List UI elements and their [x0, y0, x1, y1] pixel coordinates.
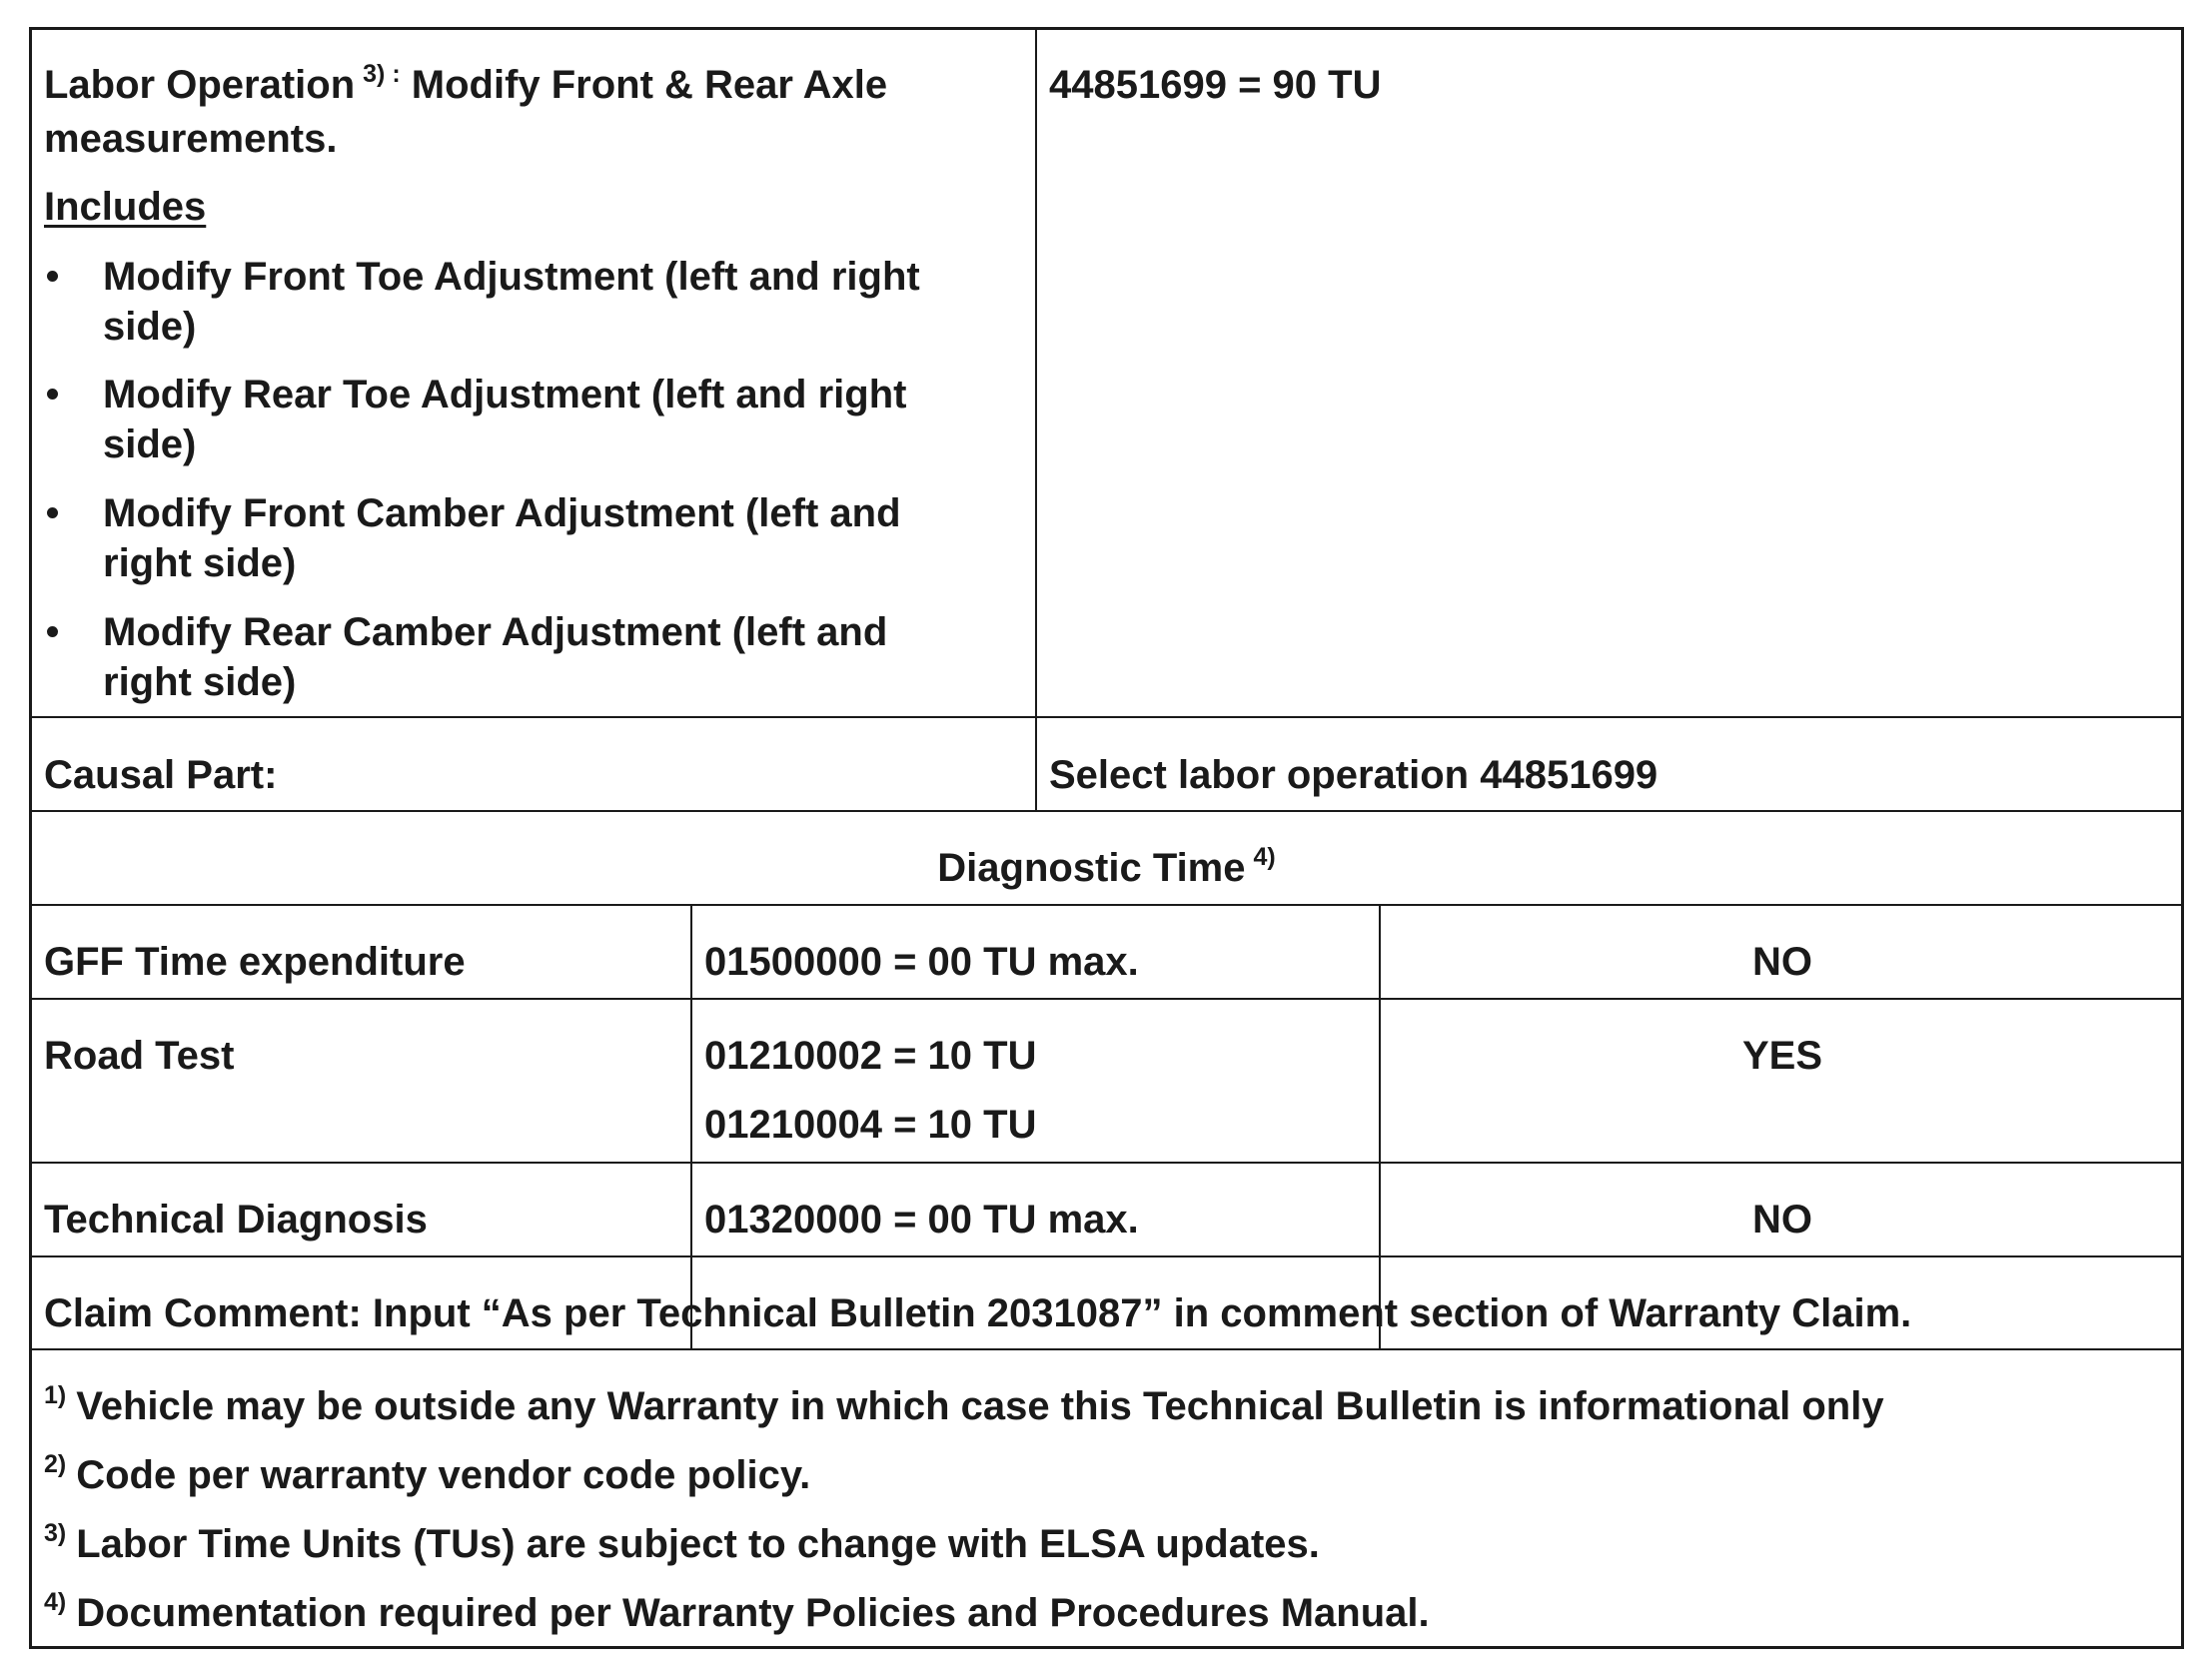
labor-operation-value: 44851699 = 90 TU [1049, 63, 1382, 107]
bullet-icon [47, 271, 58, 282]
footnote-mark: 2) [44, 1450, 67, 1478]
footnote-text: Labor Time Units (TUs) are subject to change with ELSA updates. [76, 1522, 1320, 1566]
footnote-mark: 1) [44, 1381, 67, 1409]
row-divider [29, 716, 2184, 718]
diagnostic-name: Road Test [44, 1034, 235, 1078]
labor-operation-label: Labor Operation [44, 63, 356, 107]
footnote [44, 1588, 1430, 1643]
bullet-icon [47, 507, 58, 518]
row-divider [29, 904, 2184, 906]
diagnostic-code: 01210002 = 10 TU [704, 1034, 1037, 1078]
footnote-ref: 3) : [363, 60, 401, 88]
includes-heading: Includes [44, 185, 207, 229]
include-item-cont: side) [103, 422, 197, 466]
column-divider [690, 904, 692, 1349]
diagnostic-flag: NO [1752, 1198, 1812, 1242]
footnote-mark: 3) [44, 1519, 67, 1547]
diagnostic-time-label: Diagnostic Time [937, 846, 1246, 890]
claim-comment: Claim Comment: Input “As per Technical Bulletin 2031087” in comment section of Warranty Claim. [44, 1291, 1912, 1335]
diagnostic-time-heading [29, 843, 2184, 898]
diagnostic-name: Technical Diagnosis [44, 1198, 428, 1242]
footnote-text: Vehicle may be outside any Warranty in which case this Technical Bulletin is informational only [76, 1384, 1884, 1428]
causal-part-value: Select labor operation 44851699 [1049, 753, 1659, 797]
diagnostic-flag: YES [1741, 1034, 1823, 1078]
diagnostic-name: GFF Time expenditure [44, 940, 466, 984]
row-divider [29, 1255, 2184, 1257]
footnote-mark: 4) [44, 1588, 67, 1616]
labor-operation-title [44, 60, 887, 115]
diagnostic-code: 01210004 = 10 TU [704, 1103, 1037, 1147]
column-divider [1035, 27, 1037, 811]
diagnostic-flag: NO [1752, 940, 1812, 984]
footnote [44, 1450, 810, 1505]
footnote [44, 1381, 1884, 1436]
diagnostic-code: 01320000 = 00 TU max. [704, 1198, 1139, 1242]
causal-part-label: Causal Part: [44, 753, 278, 797]
labor-operation-title-line2: measurements. [44, 117, 338, 161]
include-item: Modify Rear Toe Adjustment (left and right [103, 373, 907, 416]
bullet-icon [47, 626, 58, 637]
include-item-cont: right side) [103, 660, 297, 704]
row-divider [29, 1162, 2184, 1164]
labor-operation-title-rest: Modify Front & Rear Axle [411, 63, 888, 107]
include-item: Modify Front Camber Adjustment (left and [103, 491, 901, 535]
bullet-icon [47, 389, 58, 400]
diagnostic-code: 01500000 = 00 TU max. [704, 940, 1139, 984]
row-divider [29, 998, 2184, 1000]
include-item: Modify Rear Camber Adjustment (left and [103, 610, 888, 654]
row-divider [29, 1348, 2184, 1350]
footnote-text: Documentation required per Warranty Policies and Procedures Manual. [76, 1591, 1430, 1635]
row-divider [29, 810, 2184, 812]
include-item: Modify Front Toe Adjustment (left and right [103, 255, 920, 299]
include-item-cont: side) [103, 305, 197, 349]
include-item-cont: right side) [103, 541, 297, 585]
footnote-ref: 4) [1253, 843, 1276, 871]
footnote [44, 1519, 1320, 1574]
footnote-text: Code per warranty vendor code policy. [76, 1453, 811, 1497]
